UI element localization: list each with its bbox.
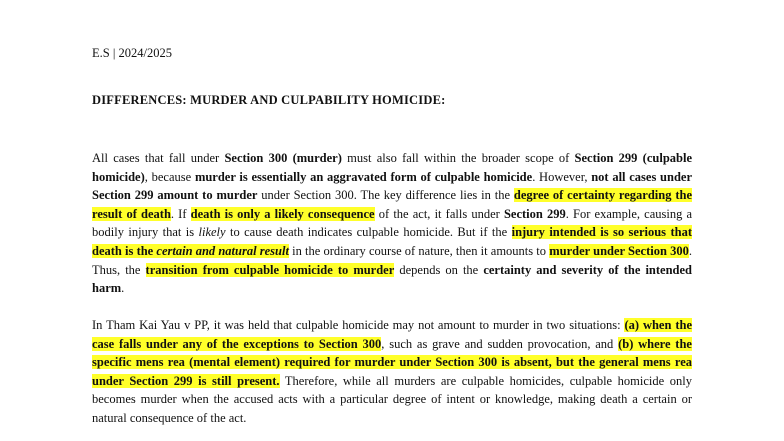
text-run: Section 299 (culpable homicide) [92, 151, 692, 184]
text-run: . For example, causing a bodily injury that is [92, 206, 693, 240]
highlighted-text-run: murder under Section 300 [549, 243, 689, 258]
highlighted-text-run: degree of certainty regarding the result of death [92, 188, 692, 221]
text-run: . [121, 281, 125, 296]
highlighted-text-run: certain and natural result [156, 243, 289, 258]
text-run: Section 299 [503, 206, 566, 221]
text-run: . If [170, 206, 191, 221]
text-run: , because [144, 169, 195, 184]
text-run: of the act, it falls under [374, 206, 504, 221]
text-run: depends on the [394, 262, 484, 277]
highlighted-text-run: death is only a likely consequence [190, 206, 375, 221]
text-run: In Tham Kai Yau v PP, it was held that culpable homicide may not amount to murder in two situations: [92, 318, 625, 332]
text-run: must also fall within the broader scope of [341, 151, 575, 165]
text-run: murder is essentially an aggravated form of culpable homicide [194, 169, 533, 184]
text-run: certainty and severity of the intended harm [92, 262, 692, 296]
text-run: to cause death indicates culpable homicide. But if the [225, 225, 512, 240]
highlighted-text-run: transition from culpable homicide to murder [145, 262, 395, 277]
document-header: E.S | 2024/2025 [92, 46, 172, 60]
text-run: Section 300 (murder) [224, 151, 342, 165]
paragraph-1 [92, 149, 692, 298]
text-run: under Section 300. The key difference lies in the [257, 188, 514, 203]
text-run: . Thus, the [92, 243, 692, 277]
text-run: Therefore, while all murders are culpable homicides, culpable homicide only becomes murder when the accused acts with a particular degree of intent or knowledge, making death a certain or natural consequence of the act. [92, 373, 693, 425]
highlighted-text-run: (b) where the specific mens rea (mental element) required for murder under Section 300 is absent, but the general mens rea under Section 299 is still present. [92, 336, 692, 388]
text-run: , such as grave and sudden provocation, and [381, 336, 619, 351]
text-run: . However, [532, 169, 592, 184]
highlighted-text-run: (a) when the case falls under any of the exceptions to Section 300 [92, 318, 692, 351]
text-run: All cases that fall under [92, 151, 225, 165]
text-run: not all cases under Section 299 amount to murder [92, 169, 693, 203]
section-heading: DIFFERENCES: MURDER AND CULPABILITY HOMICIDE: [92, 93, 446, 107]
highlighted-text-run: injury intended is so serious that death is the [92, 225, 692, 258]
text-run: likely [198, 225, 226, 240]
paragraph-2 [92, 316, 692, 428]
text-run: in the ordinary course of nature, then it amounts to [288, 243, 550, 258]
